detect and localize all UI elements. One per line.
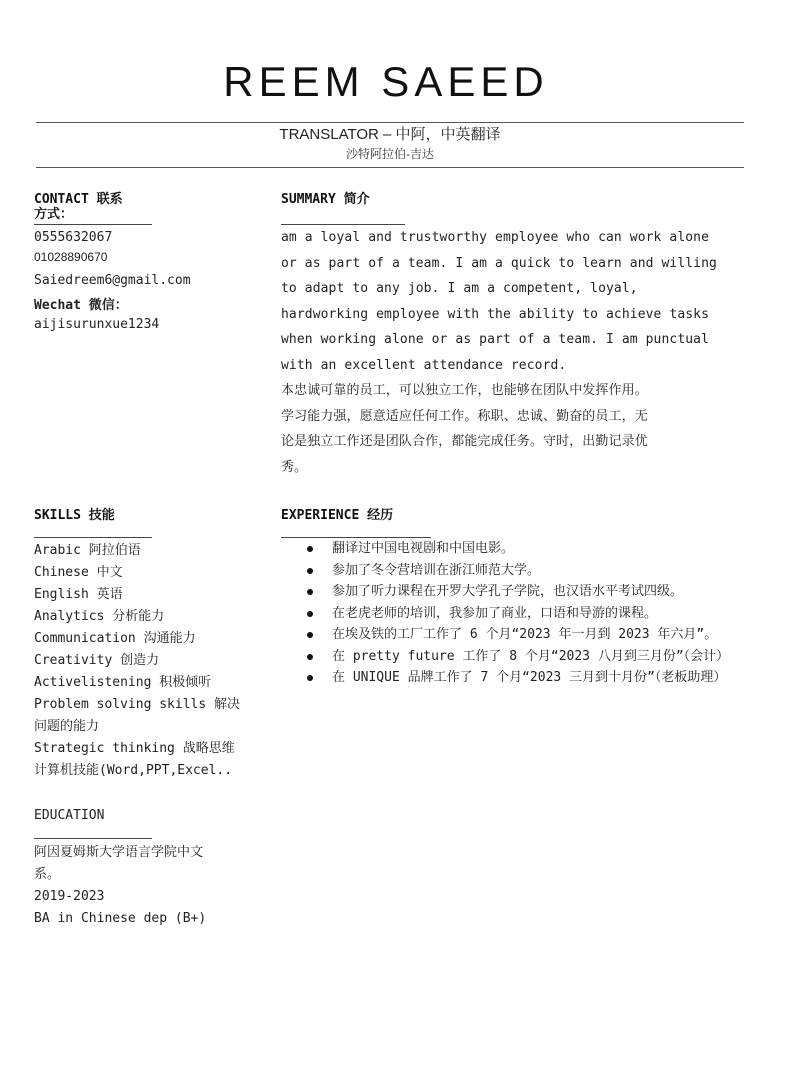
summary-line: 秀。 <box>281 459 308 475</box>
location: 沙特阿拉伯-吉达 <box>346 147 434 161</box>
skill-item: Activelistening 积极倾听 <box>34 675 212 690</box>
phone-primary: 0555632067 <box>34 230 113 245</box>
experience-item <box>281 667 751 689</box>
phone-secondary: 01028890670 <box>34 250 108 264</box>
wechat-id: aijisurunxue1234 <box>34 317 160 332</box>
skill-item: 问题的能力 <box>34 719 100 734</box>
skills-heading: SKILLS 技能 <box>34 508 115 523</box>
experience-item-text: 翻译过中国电视剧和中国电影。 <box>332 541 515 556</box>
experience-item <box>281 624 751 646</box>
experience-heading: EXPERIENCE 经历 <box>281 508 394 523</box>
education-degree: BA in Chinese dep (B+) <box>34 911 207 926</box>
skill-item: Arabic 阿拉伯语 <box>34 543 141 558</box>
experience-item-text: 在 UNIQUE 品牌工作了 7 个月“2023 三月到十月份”（老板助理） <box>332 670 727 685</box>
bullet-icon <box>307 589 313 595</box>
experience-item <box>281 538 751 560</box>
skill-item: Creativity 创造力 <box>34 653 160 668</box>
summary-heading: SUMMARY 简介 <box>281 192 370 207</box>
experience-item-text: 在 pretty future 工作了 8 个月“2023 八月到三月份”（会计） <box>332 648 730 664</box>
candidate-name: REEM SAEED <box>223 58 549 105</box>
bullet-icon <box>307 654 313 660</box>
education-heading: EDUCATION <box>34 808 105 823</box>
bullet-icon <box>307 632 313 638</box>
experience-item-text: 在埃及铁的工厂工作了 6 个月“2023 年一月到 2023 年六月”。 <box>332 627 718 642</box>
contact-heading <box>34 192 123 222</box>
summary-line: when working alone or as part of a team. I am punctual <box>281 332 710 347</box>
education-details <box>34 842 206 930</box>
summary-line: 本忠诚可靠的员工，可以独立工作，也能够在团队中发挥作用。 <box>281 383 648 398</box>
summary-line: with an excellent attendance record. <box>281 357 567 373</box>
skill-item: 计算机技能(Word,PPT,Excel.. <box>34 763 233 778</box>
experience-item-text: 参加了听力课程在开罗大学孔子学院，也汉语水平考试四级。 <box>332 584 684 599</box>
summary-line: 论是独立工作还是团队合作，都能完成任务。守时，出勤记录优 <box>281 434 648 449</box>
skill-item: English 英语 <box>34 587 123 602</box>
skills-heading-underline <box>34 537 152 538</box>
bullet-icon <box>307 546 313 552</box>
education-years: 2019-2023 <box>34 889 105 904</box>
skill-item: Problem solving skills 解决 <box>34 697 241 712</box>
education-school-line: 系。 <box>34 867 61 882</box>
experience-item <box>281 581 751 603</box>
wechat-label: Wechat 微信： <box>34 298 128 313</box>
job-title: TRANSLATOR – 中阿，中英翻译 <box>279 126 501 143</box>
skill-item: Strategic thinking 战略思维 <box>34 741 235 756</box>
skill-item: Communication 沟通能力 <box>34 631 196 646</box>
summary-line: or as part of a team. I am a quick to learn and willing <box>281 255 717 271</box>
bullet-icon <box>307 675 313 681</box>
summary-line: 学习能力强，愿意适应任何工作。称职、忠诚、勤奋的员工，无 <box>281 408 648 424</box>
skills-list <box>34 540 240 782</box>
experience-item <box>281 646 751 668</box>
skill-item: Analytics 分析能力 <box>34 609 165 624</box>
skill-item: Chinese 中文 <box>34 565 123 580</box>
education-school-line: 阿因夏姆斯大学语言学院中文 <box>34 845 204 860</box>
contact-heading-underline <box>34 224 152 225</box>
experience-item <box>281 603 751 625</box>
email-address: Saiedreem6@gmail.com <box>34 273 191 288</box>
contact-heading-line1: CONTACT 联系 <box>34 192 123 207</box>
summary-line: to adapt to any job. I am a competent, loyal, <box>281 281 638 296</box>
experience-item <box>281 560 751 582</box>
experience-item-text: 参加了冬令营培训在浙江师范大学。 <box>332 562 541 578</box>
bullet-icon <box>307 611 313 617</box>
summary-line: am a loyal and trustworthy employee who can work alone <box>281 230 710 245</box>
bullet-icon <box>307 568 313 574</box>
summary-text <box>281 225 751 480</box>
experience-list <box>281 538 751 689</box>
education-heading-underline <box>34 838 152 839</box>
header-bottom-divider <box>36 167 744 168</box>
summary-line: hardworking employee with the ability to achieve tasks <box>281 306 710 322</box>
experience-item-text: 在老虎老师的培训，我参加了商业，口语和导游的课程。 <box>332 605 658 621</box>
contact-heading-line2: 方式： <box>34 207 74 222</box>
